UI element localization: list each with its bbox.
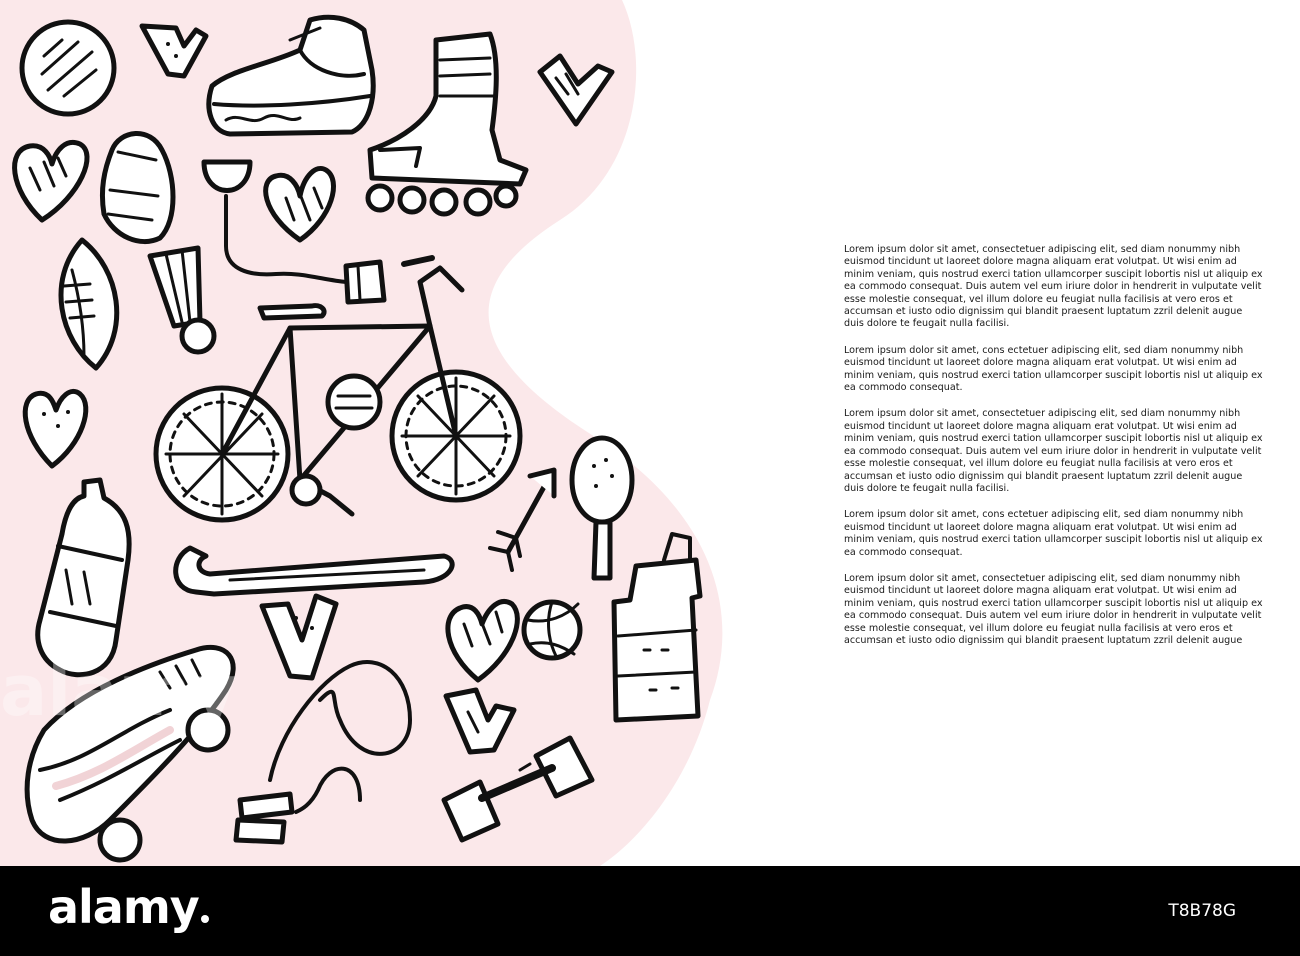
paragraph: Lorem ipsum dolor sit amet, cons ectetuer adipiscing elit, sed diam nonummy nibh euismod tincidunt ut laoreet dolore magna aliquam erat volutpat. Ut wisi enim ad minim veniam, quis nostrud exerci tation ullamcorper suscipit lobortis nisl ut aliquip ex ea commodo consequat.	[844, 509, 1263, 558]
brand-text: alamy	[48, 880, 199, 934]
ball-icon	[22, 22, 114, 114]
volleyball-icon	[524, 602, 580, 658]
alamy-logo	[48, 880, 209, 934]
text-block	[844, 244, 1264, 661]
paragraph: Lorem ipsum dolor sit amet, consectetuer adipiscing elit, sed diam nonummy nibh euismod tincidunt ut laoreet dolore magna aliquam erat volutpat. Ut wisi enim ad minim veniam, quis nostrud exerci tation ullamcorper suscipit lobortis nisl ut aliquip ex ea commodo consequat. Duis autem vel eum iriure dolor in hendrerit in vulputate velit esse molestie consequat, vel illum dolore eu feugiat nulla facilisis at vero eros et accumsan et iusto odio dignissim qui blandit praesent luptatum zzril delenit augue duis dolore te feugait nulla facilisi.	[844, 408, 1263, 494]
shin-guard-icon	[102, 133, 173, 241]
paragraph: Lorem ipsum dolor sit amet, consectetuer adipiscing elit, sed diam nonummy nibh euismod tincidunt ut laoreet dolore magna aliquam erat volutpat. Ut wisi enim ad minim veniam, quis nostrud exerci tation ullamcorper suscipit lobortis nisl ut aliquip ex ea commodo consequat. Duis autem vel eum iriure dolor in hendrerit in vulputate velit esse molestie consequat, vel illum dolore eu feugiat nulla facilisis at vero eros et accumsan et iusto odio dignissim qui blandit praesent luptatum zzril delenit augue	[844, 572, 1263, 646]
image-id: T8B78G	[1168, 901, 1236, 921]
footer-bar	[0, 866, 1300, 956]
tennis-ball-icon	[328, 376, 380, 428]
logo-dot-icon	[201, 915, 209, 923]
alamy-watermark: alamy	[0, 650, 238, 732]
paragraph: Lorem ipsum dolor sit amet, consectetuer adipiscing elit, sed diam nonummy nibh euismod tincidunt ut laoreet dolore magna aliquam erat volutpat. Ut wisi enim ad minim veniam, quis nostrud exerci tation ullamcorper suscipit lobortis nisl ut aliquip ex ea commodo consequat. Duis autem vel eum iriure dolor in hendrerit in vulputate velit esse molestie consequat, vel illum dolore eu feugiat nulla facilisis at vero eros et accumsan et iusto odio dignissim qui blandit praesent luptatum zzril delenit augue duis dolore te feugait nulla facilisi.	[844, 244, 1263, 330]
paragraph: Lorem ipsum dolor sit amet, cons ectetuer adipiscing elit, sed diam nonummy nibh euismod tincidunt ut laoreet dolore magna aliquam erat volutpat. Ut wisi enim ad minim veniam, quis nostrud exerci tation ullamcorper suscipit lobortis nisl ut aliquip ex ea commodo consequat.	[844, 344, 1263, 394]
